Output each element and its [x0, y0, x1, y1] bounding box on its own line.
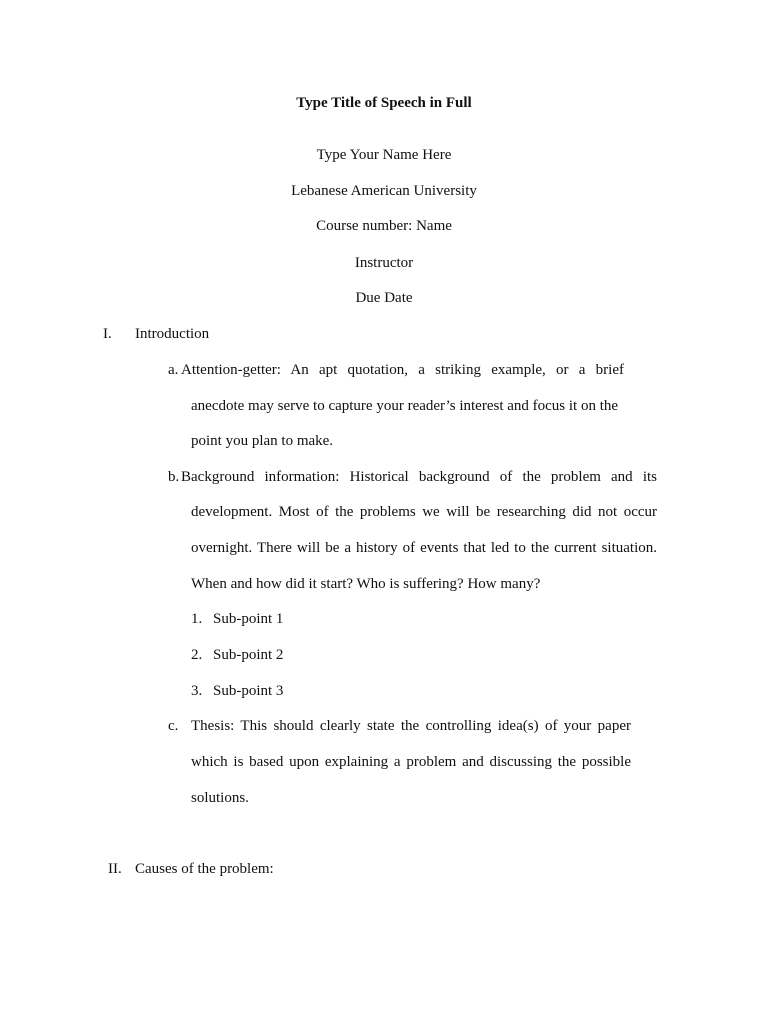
- item-c-line-2: which is based upon explaining a problem and discussing the possible: [191, 754, 631, 770]
- item-b-marker: b.: [168, 469, 180, 485]
- item-a-marker: a.: [168, 362, 179, 378]
- item-b-line-2: development. Most of the problems we will be researching did not occur: [191, 504, 657, 520]
- due-date: Due Date: [355, 290, 413, 306]
- subpoint-3-label: Sub-point 3: [213, 683, 284, 699]
- subpoint-2-number: 2.: [191, 647, 203, 663]
- section-1-heading: Introduction: [135, 326, 210, 342]
- subpoint-1-label: Sub-point 1: [213, 611, 284, 627]
- subpoint-3-number: 3.: [191, 683, 203, 699]
- subpoint-1-number: 1.: [191, 611, 203, 627]
- speech-title: Type Title of Speech in Full: [296, 95, 472, 111]
- course-number: Course number: Name: [316, 218, 452, 234]
- item-b-line-3: overnight. There will be a history of events that led to the current situation.: [191, 540, 657, 556]
- item-a-line-2: anecdote may serve to capture your reader’s interest and focus it on the: [191, 398, 619, 414]
- section-2-heading: Causes of the problem:: [135, 861, 274, 877]
- item-a-line-3: point you plan to make.: [191, 433, 334, 449]
- item-c-line-1: Thesis: This should clearly state the controlling idea(s) of your paper: [191, 718, 631, 734]
- item-b-line-4: When and how did it start? Who is suffering? How many?: [191, 576, 541, 592]
- section-1-numeral: I.: [103, 326, 112, 342]
- university-name: Lebanese American University: [291, 183, 477, 199]
- author-name: Type Your Name Here: [316, 147, 452, 163]
- item-c-marker: c.: [168, 718, 179, 734]
- instructor: Instructor: [354, 255, 414, 271]
- item-a-line-1: Attention-getter: An apt quotation, a striking example, or a brief: [181, 362, 624, 378]
- subpoint-2-label: Sub-point 2: [213, 647, 284, 663]
- item-b-line-1: Background information: Historical background of the problem and its: [181, 469, 657, 485]
- section-2-numeral: II.: [108, 861, 122, 877]
- item-c-line-3: solutions.: [191, 790, 249, 806]
